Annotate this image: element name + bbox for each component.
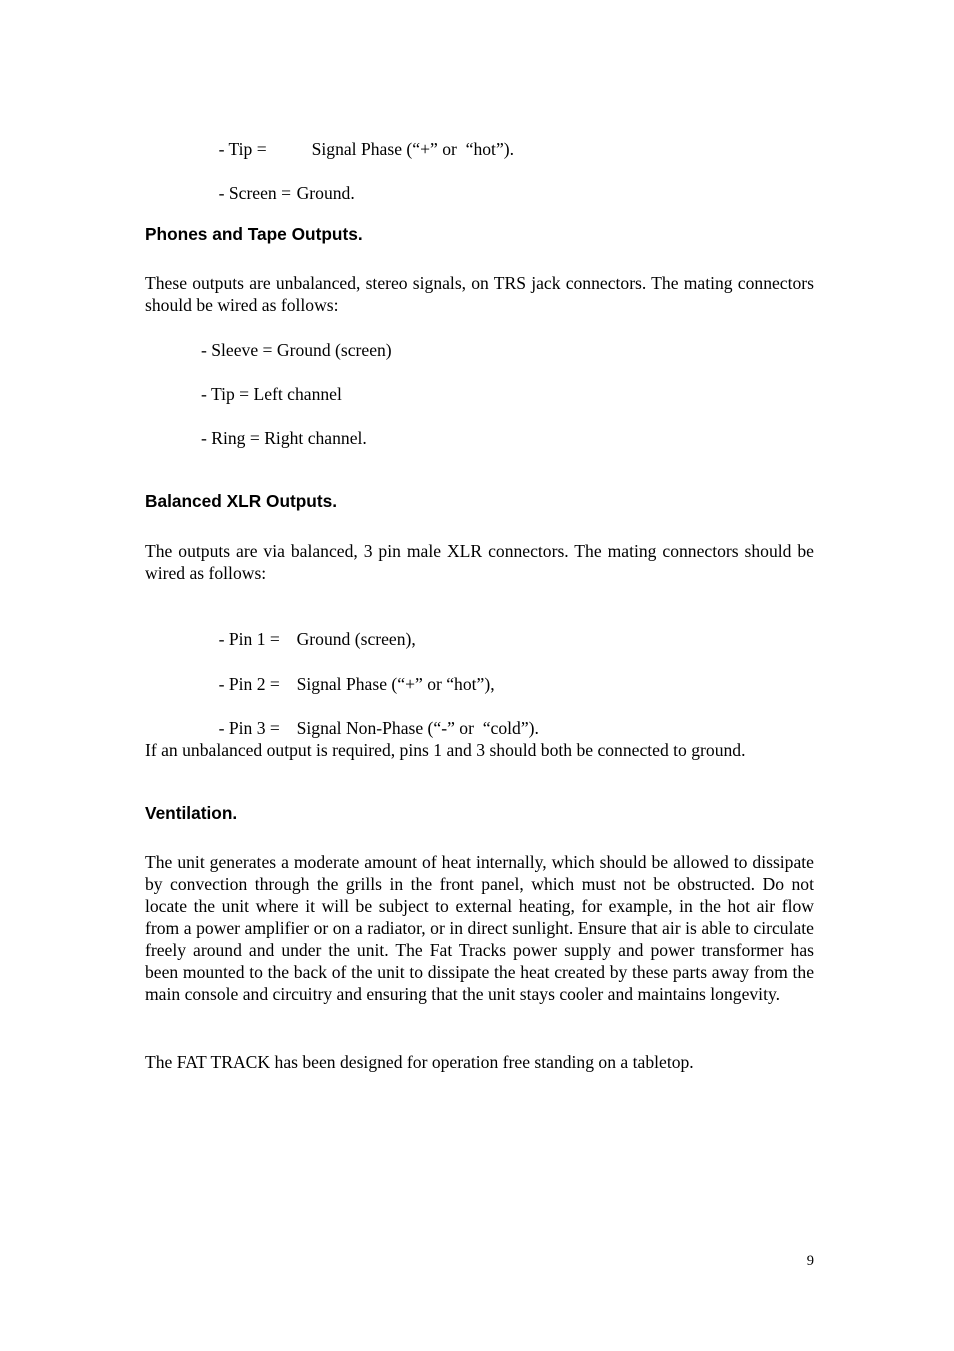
list-item-label: - Pin 1 = — [218, 629, 280, 649]
list-item: - Tip = Left channel — [201, 384, 342, 404]
list-item: - Ring = Right channel. — [201, 428, 367, 448]
list-item-value: Signal Phase (“+” or “hot”), — [296, 674, 495, 694]
xlr-intro-paragraph: The outputs are via balanced, 3 pin male XLR connectors. The mating connectors should be wired as follows: — [145, 541, 814, 583]
ventilation-closing-paragraph: The FAT TRACK has been designed for operation free standing on a tabletop. — [145, 1052, 694, 1072]
section-heading-phones: Phones and Tape Outputs. — [145, 224, 363, 244]
list-item-label: - Pin 2 = — [218, 674, 280, 694]
list-item-value: Signal Phase (“+” or “hot”). — [311, 139, 515, 159]
section-heading-xlr: Balanced XLR Outputs. — [145, 491, 338, 511]
list-item-label: - Screen = — [218, 183, 292, 203]
list-item — [201, 160, 355, 226]
ventilation-body-paragraph: The unit generates a moderate amount of heat internally, which should be allowed to dissipate by convection through the grills in the front panel, which must not be obstructed. Do not locate the unit where it will be subject to external heating, for example, in the hot air flow from a power amplifier or on a radiator, or in direct sunlight. Ensure that air is able to circulate freely around and under the unit. The Fat Tracks power supply and power transformer has been mounted to the back of the unit to dissipate the heat created by these parts away from the main console and circuitry and ensuring that the unit stays cooler and maintains longevity. — [145, 852, 814, 1004]
list-item-label: - Pin 3 = — [218, 718, 280, 738]
section-heading-ventilation: Ventilation. — [145, 803, 238, 823]
phones-intro-paragraph: These outputs are unbalanced, stereo signals, on TRS jack connectors. The mating connectors should be wired as follows: — [145, 273, 814, 315]
list-item: - Sleeve = Ground (screen) — [201, 340, 392, 360]
xlr-note-paragraph: If an unbalanced output is required, pins 1 and 3 should both be connected to ground. — [145, 740, 746, 760]
page-number: 9 — [806, 1253, 814, 1269]
list-item-value: Ground. — [296, 183, 355, 203]
list-item-value: Signal Non-Phase (“-” or “cold”). — [296, 718, 539, 738]
list-item-value: Ground (screen), — [296, 629, 416, 649]
list-item-label: - Tip = — [218, 139, 267, 159]
